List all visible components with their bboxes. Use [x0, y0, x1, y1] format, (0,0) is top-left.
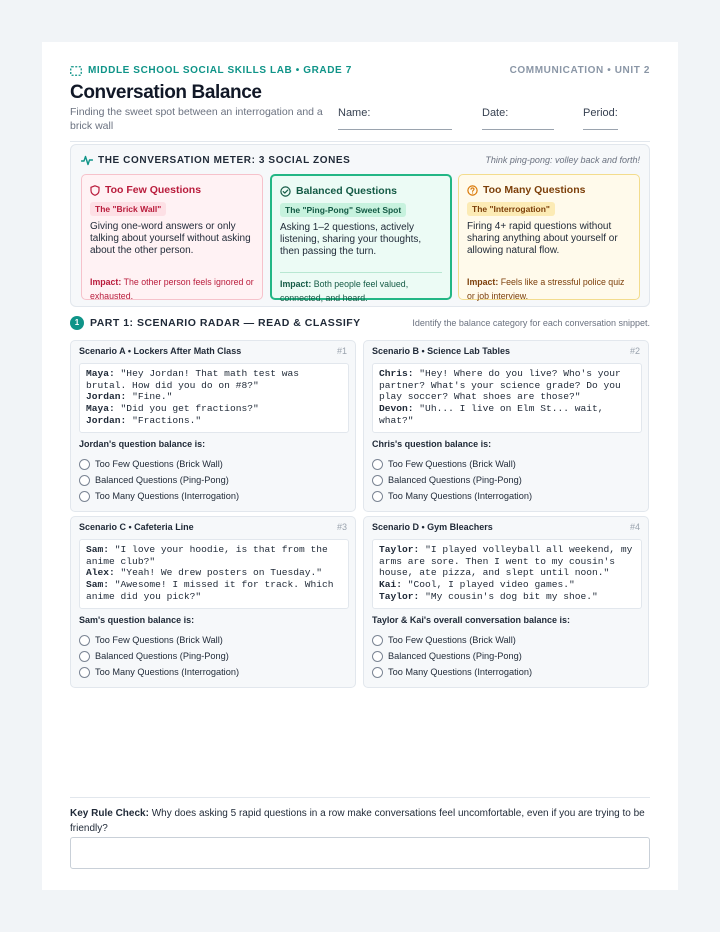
dialogue-line	[379, 403, 635, 426]
radio-button[interactable]	[79, 459, 90, 470]
zone-impact	[280, 272, 442, 305]
scenario-title: Scenario B • Science Lab Tables	[372, 346, 511, 356]
answer-option[interactable]	[79, 488, 239, 504]
zone-title-text: Balanced Questions	[296, 185, 397, 197]
dialogue-line	[86, 368, 342, 391]
part-number-badge: 1	[70, 316, 84, 330]
line-text: "Awesome! I missed it for track. Which anime did you pick?"	[86, 579, 340, 602]
answer-option[interactable]	[79, 456, 239, 472]
brand-row	[70, 65, 650, 79]
line-text: "Uh... I live on Elm St... wait, what?"	[379, 403, 610, 426]
meter-title: THE CONVERSATION METER: 3 SOCIAL ZONES	[98, 155, 351, 166]
scenario-number: #2	[629, 346, 640, 356]
radio-button[interactable]	[372, 635, 383, 646]
dialogue-line	[379, 544, 639, 579]
dialogue-line	[86, 544, 342, 567]
impact-text: The other person feels ignored or exhausted.	[90, 277, 254, 301]
scenario-question: Chris's question balance is:	[372, 439, 492, 449]
line-text: "Yeah! We drew posters on Tuesday."	[114, 567, 323, 579]
zone-title	[467, 183, 631, 197]
scenario-title: Scenario A • Lockers After Math Class	[79, 346, 242, 356]
line-text: "I love your hoodie, is that from the anime club?"	[86, 544, 334, 567]
speaker: Maya:	[86, 403, 115, 415]
radio-button[interactable]	[79, 491, 90, 502]
radio-button[interactable]	[372, 667, 383, 678]
name-field[interactable]	[338, 107, 452, 130]
option-label: Balanced Questions (Ping-Pong)	[388, 651, 522, 661]
answer-option[interactable]	[79, 472, 239, 488]
speaker: Alex:	[86, 567, 115, 579]
speaker: Jordan:	[86, 414, 127, 426]
answer-options	[79, 456, 239, 504]
speaker: Devon:	[379, 403, 414, 415]
part1-heading	[70, 316, 650, 330]
option-label: Balanced Questions (Ping-Pong)	[95, 475, 229, 485]
unit-label: COMMUNICATION • UNIT 2	[509, 65, 650, 76]
answer-option[interactable]	[79, 632, 239, 648]
line-text: "Hey! Where do you live? Who's your partner? What's your science grade? Do you play soccer? What shoes are those?"	[379, 368, 627, 403]
radio-button[interactable]	[372, 475, 383, 486]
answer-option[interactable]	[372, 664, 532, 680]
period-field[interactable]	[583, 107, 618, 130]
scenario-number: #4	[629, 522, 640, 532]
meter-heading	[81, 155, 350, 166]
scenario-number: #1	[336, 346, 347, 356]
page-title: Conversation Balance	[70, 82, 262, 103]
header-divider	[70, 141, 650, 142]
line-text: "I played volleyball all weekend, my arms are sore. Then I went to my cousin's house, ate pizza, and slept until noon."	[379, 544, 639, 579]
dialogue-line	[379, 368, 635, 403]
zone-too-many	[458, 174, 640, 300]
answer-option[interactable]	[79, 648, 239, 664]
radio-button[interactable]	[79, 667, 90, 678]
option-label: Too Many Questions (Interrogation)	[95, 491, 240, 501]
radio-button[interactable]	[372, 651, 383, 662]
option-label: Balanced Questions (Ping-Pong)	[95, 651, 229, 661]
zone-chip: The "Ping-Pong" Sweet Spot	[280, 203, 406, 217]
speaker: Taylor:	[379, 590, 420, 602]
shield-icon	[90, 185, 100, 196]
meter-hint: Think ping-pong: volley back and forth!	[485, 155, 640, 165]
dialogue-line	[86, 391, 342, 403]
date-field[interactable]	[482, 107, 554, 130]
date-label: Date:	[482, 107, 509, 119]
period-label: Period:	[583, 107, 618, 119]
speaker: Sam:	[86, 544, 110, 555]
line-text: "Hey Jordan! That math test was brutal. How did you do on #8?"	[86, 368, 305, 391]
line-text: "Fractions."	[126, 414, 202, 426]
key-rule-check	[70, 797, 650, 836]
scenario-title: Scenario D • Gym Bleachers	[372, 522, 493, 532]
radio-button[interactable]	[79, 635, 90, 646]
impact-label: Impact:	[467, 277, 499, 287]
zone-too-few	[81, 174, 263, 300]
dialogue-box	[372, 363, 642, 433]
question-circle-icon	[467, 185, 478, 196]
zone-title-text: Too Few Questions	[105, 184, 202, 196]
speaker: Kai:	[379, 579, 403, 591]
line-text: "My cousin's dog bit my shoe."	[419, 590, 598, 602]
speaker: Taylor:	[379, 544, 420, 555]
name-label: Name:	[338, 107, 371, 119]
answer-option[interactable]	[372, 472, 532, 488]
answer-option[interactable]	[372, 648, 532, 664]
scenario-question: Sam's question balance is:	[79, 615, 195, 625]
option-label: Too Many Questions (Interrogation)	[388, 491, 533, 501]
answer-option[interactable]	[372, 632, 532, 648]
speaker: Chris:	[379, 368, 414, 379]
speaker: Maya:	[86, 368, 115, 379]
answer-option[interactable]	[79, 664, 239, 680]
speaker: Sam:	[86, 579, 110, 591]
rule-check-label: Key Rule Check:	[70, 808, 149, 819]
speaker: Jordan:	[86, 391, 127, 403]
dialogue-line	[86, 567, 342, 579]
zone-title	[90, 183, 254, 197]
zone-impact	[467, 271, 631, 303]
zone-chip: The "Interrogation"	[467, 202, 555, 216]
option-label: Too Few Questions (Brick Wall)	[95, 635, 223, 645]
dialogue-line	[379, 591, 635, 603]
scenario-card	[70, 516, 356, 688]
scenario-card	[70, 340, 356, 512]
radio-button[interactable]	[372, 491, 383, 502]
dialogue-box	[372, 539, 642, 609]
dashed-frame-icon	[70, 66, 82, 76]
scenario-number: #3	[336, 522, 347, 532]
scenario-card	[363, 516, 649, 688]
scenario-question: Jordan's question balance is:	[79, 439, 206, 449]
check-circle-icon	[280, 186, 291, 197]
zone-description: Giving one-word answers or only talking about yourself without asking about the other person.	[90, 221, 251, 256]
zone-title	[280, 184, 442, 198]
impact-text: Both people feel valued, connected, and heard.	[280, 279, 409, 303]
dialogue-line	[86, 415, 342, 427]
answer-option[interactable]	[372, 456, 532, 472]
answer-options	[372, 456, 532, 504]
zone-description: Asking 1–2 questions, actively listening, sharing your thoughts, then passing the turn.	[280, 222, 422, 257]
radio-button[interactable]	[79, 475, 90, 486]
scenario-title: Scenario C • Cafeteria Line	[79, 522, 194, 532]
dialogue-line	[86, 403, 342, 415]
option-label: Too Few Questions (Brick Wall)	[388, 459, 516, 469]
line-text: "Fine."	[126, 391, 173, 403]
rule-check-question: Why does asking 5 rapid questions in a row make conversations feel uncomfortable, even if you are trying to be friendly?	[70, 808, 645, 834]
answer-options	[372, 632, 532, 680]
zone-title-text: Too Many Questions	[483, 184, 586, 196]
answer-option[interactable]	[372, 488, 532, 504]
option-label: Too Few Questions (Brick Wall)	[388, 635, 516, 645]
pulse-icon	[81, 155, 93, 166]
part-hint: Identify the balance category for each conversation snippet.	[412, 318, 650, 328]
option-label: Balanced Questions (Ping-Pong)	[388, 475, 522, 485]
zone-description: Firing 4+ rapid questions without sharing anything about yourself or allowing natural flow.	[467, 221, 618, 256]
option-label: Too Few Questions (Brick Wall)	[95, 459, 223, 469]
dialogue-box	[79, 363, 349, 433]
radio-button[interactable]	[79, 651, 90, 662]
scenario-question: Taylor & Kai's overall conversation balance is:	[372, 615, 571, 625]
page-subtitle: Finding the sweet spot between an interrogation and a brick wall	[70, 106, 323, 132]
dialogue-line	[379, 579, 635, 591]
brand	[70, 65, 352, 76]
rule-check-answer-box[interactable]	[70, 837, 650, 869]
impact-label: Impact:	[90, 277, 122, 287]
dialogue-line	[86, 579, 342, 602]
worksheet	[42, 42, 678, 890]
impact-text: Feels like a stressful police quiz or job interview.	[467, 277, 625, 301]
zone-balanced	[270, 174, 452, 303]
conversation-meter	[70, 144, 650, 307]
radio-button[interactable]	[372, 459, 383, 470]
option-label: Too Many Questions (Interrogation)	[388, 667, 533, 677]
dialogue-box	[79, 539, 349, 609]
zone-impact	[90, 271, 254, 303]
impact-label: Impact:	[280, 279, 312, 289]
line-text: "Cool, I played video games."	[402, 579, 575, 591]
brand-label: MIDDLE SCHOOL SOCIAL SKILLS LAB • GRADE 7	[88, 65, 352, 76]
option-label: Too Many Questions (Interrogation)	[95, 667, 240, 677]
line-text: "Did you get fractions?"	[114, 403, 259, 415]
part-title: PART 1: SCENARIO RADAR — READ & CLASSIFY	[90, 317, 361, 329]
scenario-card	[363, 340, 649, 512]
answer-options	[79, 632, 239, 680]
zone-chip: The "Brick Wall"	[90, 202, 166, 216]
